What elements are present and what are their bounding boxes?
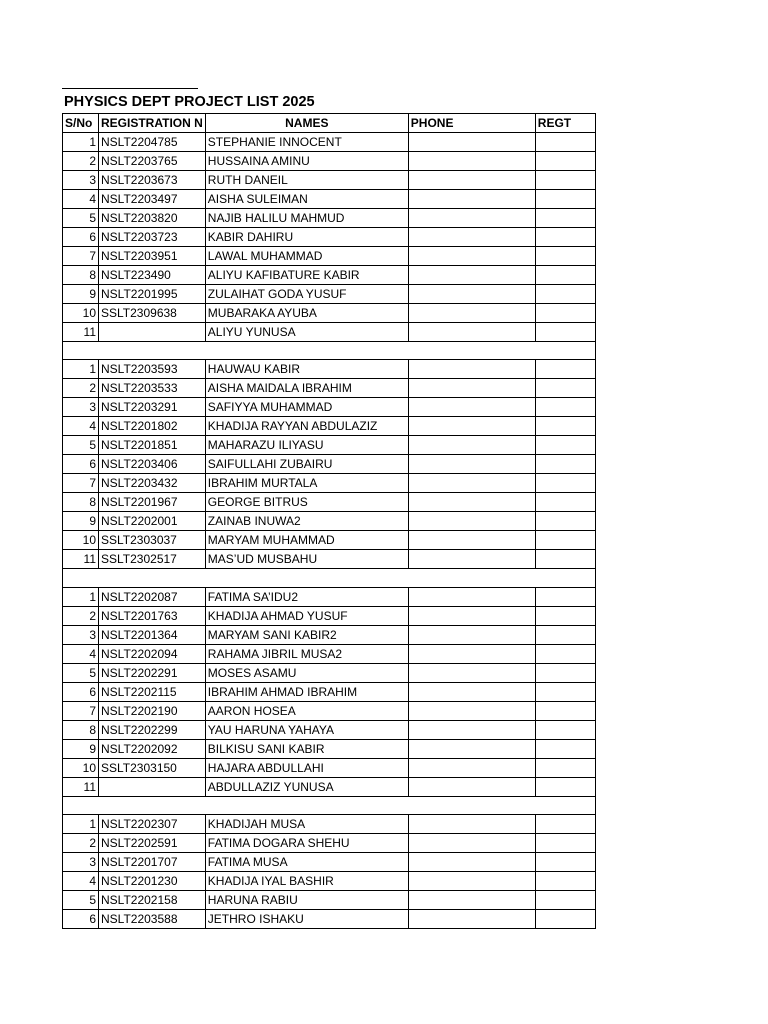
phone-cell: [408, 853, 535, 872]
registration-cell: NSLT2201707: [99, 853, 206, 872]
sn-cell: 7: [63, 474, 99, 493]
phone-cell: [408, 550, 535, 569]
table-row: [63, 872, 596, 891]
regt-cell: [535, 853, 595, 872]
name-cell: FATIMA SA’IDU2: [205, 587, 408, 606]
phone-cell: [408, 910, 535, 929]
name-cell: ZULAIHAT GODA YUSUF: [205, 285, 408, 304]
phone-cell: [408, 417, 535, 436]
name-cell: SAIFULLAHI ZUBAIRU: [205, 455, 408, 474]
registration-cell: NSLT2203673: [99, 171, 206, 190]
sn-cell: 9: [63, 285, 99, 304]
sn-cell: 6: [63, 910, 99, 929]
regt-cell: [535, 550, 595, 569]
table-row: [63, 360, 596, 379]
table-row: [63, 815, 596, 834]
sn-cell: 1: [63, 360, 99, 379]
name-cell: HAJARA ABDULLAHI: [205, 758, 408, 777]
phone-cell: [408, 872, 535, 891]
name-cell: KHADIJA IYAL BASHIR: [205, 872, 408, 891]
registration-cell: NSLT2203765: [99, 152, 206, 171]
name-cell: AISHA SULEIMAN: [205, 190, 408, 209]
empty-cell: [205, 796, 408, 814]
registration-cell: NSLT2203533: [99, 379, 206, 398]
sn-cell: 11: [63, 323, 99, 342]
name-cell: BILKISU SANI KABIR: [205, 739, 408, 758]
table-row: [63, 758, 596, 777]
empty-cell: [63, 796, 99, 814]
sn-cell: 3: [63, 853, 99, 872]
name-cell: STEPHANIE INNOCENT: [205, 133, 408, 152]
table-row: [63, 209, 596, 228]
empty-cell: [99, 796, 206, 814]
regt-cell: [535, 777, 595, 796]
regt-cell: [535, 398, 595, 417]
table-row: [63, 493, 596, 512]
table-row: [63, 739, 596, 758]
table-body: [63, 133, 596, 929]
phone-cell: [408, 512, 535, 531]
name-cell: JETHRO ISHAKU: [205, 910, 408, 929]
phone-cell: [408, 891, 535, 910]
regt-cell: [535, 682, 595, 701]
group-separator-row: [63, 569, 596, 587]
name-cell: KHADIJAH MUSA: [205, 815, 408, 834]
phone-cell: [408, 663, 535, 682]
name-cell: RUTH DANEIL: [205, 171, 408, 190]
regt-cell: [535, 834, 595, 853]
sn-cell: 7: [63, 247, 99, 266]
name-cell: MUBARAKA AYUBA: [205, 304, 408, 323]
table-row: [63, 720, 596, 739]
empty-cell: [408, 796, 535, 814]
table-row: [63, 474, 596, 493]
header-regt: REGT: [535, 114, 595, 133]
phone-cell: [408, 209, 535, 228]
phone-cell: [408, 531, 535, 550]
regt-cell: [535, 606, 595, 625]
sn-cell: 4: [63, 644, 99, 663]
regt-cell: [535, 512, 595, 531]
table-row: [63, 663, 596, 682]
regt-cell: [535, 474, 595, 493]
sn-cell: 5: [63, 209, 99, 228]
sn-cell: 2: [63, 152, 99, 171]
regt-cell: [535, 663, 595, 682]
sn-cell: 9: [63, 739, 99, 758]
regt-cell: [535, 304, 595, 323]
sn-cell: 2: [63, 606, 99, 625]
sn-cell: 1: [63, 133, 99, 152]
phone-cell: [408, 474, 535, 493]
table-row: [63, 304, 596, 323]
sn-cell: 4: [63, 190, 99, 209]
phone-cell: [408, 720, 535, 739]
regt-cell: [535, 493, 595, 512]
table-row: [63, 701, 596, 720]
regt-cell: [535, 152, 595, 171]
regt-cell: [535, 323, 595, 342]
table-row: [63, 891, 596, 910]
sn-cell: 10: [63, 758, 99, 777]
regt-cell: [535, 891, 595, 910]
name-cell: HUSSAINA AMINU: [205, 152, 408, 171]
header-names: NAMES: [205, 114, 408, 133]
table-row: [63, 531, 596, 550]
regt-cell: [535, 455, 595, 474]
registration-cell: NSLT2202291: [99, 663, 206, 682]
regt-cell: [535, 910, 595, 929]
table-row: [63, 379, 596, 398]
name-cell: ALIYU YUNUSA: [205, 323, 408, 342]
sn-cell: 3: [63, 398, 99, 417]
regt-cell: [535, 285, 595, 304]
phone-cell: [408, 152, 535, 171]
project-list-table: [62, 113, 596, 929]
regt-cell: [535, 531, 595, 550]
phone-cell: [408, 171, 535, 190]
table-row: [63, 455, 596, 474]
name-cell: FATIMA MUSA: [205, 853, 408, 872]
sn-cell: 8: [63, 266, 99, 285]
registration-cell: SSLT2303150: [99, 758, 206, 777]
table-row: [63, 190, 596, 209]
header-sn: S/No: [63, 114, 99, 133]
phone-cell: [408, 493, 535, 512]
table-row: [63, 133, 596, 152]
sn-cell: 11: [63, 777, 99, 796]
regt-cell: [535, 133, 595, 152]
regt-cell: [535, 417, 595, 436]
registration-cell: SSLT2309638: [99, 304, 206, 323]
name-cell: MARYAM SANI KABIR2: [205, 625, 408, 644]
sn-cell: 11: [63, 550, 99, 569]
sn-cell: 6: [63, 682, 99, 701]
registration-cell: NSLT2202190: [99, 701, 206, 720]
table-row: [63, 323, 596, 342]
sn-cell: 1: [63, 815, 99, 834]
table-row: [63, 171, 596, 190]
registration-cell: NSLT2201802: [99, 417, 206, 436]
name-cell: HAUWAU KABIR: [205, 360, 408, 379]
regt-cell: [535, 739, 595, 758]
sn-cell: 5: [63, 436, 99, 455]
name-cell: KABIR DAHIRU: [205, 228, 408, 247]
sn-cell: 6: [63, 228, 99, 247]
regt-cell: [535, 379, 595, 398]
phone-cell: [408, 398, 535, 417]
regt-cell: [535, 266, 595, 285]
phone-cell: [408, 739, 535, 758]
document-title: PHYSICS DEPT PROJECT LIST 2025: [64, 94, 315, 110]
empty-cell: [99, 569, 206, 587]
phone-cell: [408, 777, 535, 796]
phone-cell: [408, 379, 535, 398]
name-cell: ZAINAB INUWA2: [205, 512, 408, 531]
sn-cell: 4: [63, 417, 99, 436]
sn-cell: 1: [63, 587, 99, 606]
title-border: [62, 88, 198, 89]
phone-cell: [408, 304, 535, 323]
table-row: [63, 417, 596, 436]
phone-cell: [408, 834, 535, 853]
registration-cell: NSLT2204785: [99, 133, 206, 152]
registration-cell: NSLT2201763: [99, 606, 206, 625]
name-cell: KHADIJA AHMAD YUSUF: [205, 606, 408, 625]
table-row: [63, 152, 596, 171]
regt-cell: [535, 190, 595, 209]
name-cell: SAFIYYA MUHAMMAD: [205, 398, 408, 417]
registration-cell: NSLT2203432: [99, 474, 206, 493]
table-row: [63, 587, 596, 606]
phone-cell: [408, 133, 535, 152]
name-cell: GEORGE BITRUS: [205, 493, 408, 512]
table-row: [63, 910, 596, 929]
phone-cell: [408, 436, 535, 455]
phone-cell: [408, 247, 535, 266]
registration-cell: NSLT2203588: [99, 910, 206, 929]
table-row: [63, 834, 596, 853]
registration-cell: NSLT2201851: [99, 436, 206, 455]
table-row: [63, 285, 596, 304]
name-cell: MARYAM MUHAMMAD: [205, 531, 408, 550]
phone-cell: [408, 682, 535, 701]
regt-cell: [535, 587, 595, 606]
name-cell: ABDULLAZIZ YUNUSA: [205, 777, 408, 796]
registration-cell: NSLT2201995: [99, 285, 206, 304]
phone-cell: [408, 266, 535, 285]
registration-cell: [99, 323, 206, 342]
registration-cell: NSLT2202001: [99, 512, 206, 531]
name-cell: IBRAHIM MURTALA: [205, 474, 408, 493]
phone-cell: [408, 190, 535, 209]
phone-cell: [408, 701, 535, 720]
sn-cell: 9: [63, 512, 99, 531]
registration-cell: NSLT2201230: [99, 872, 206, 891]
phone-cell: [408, 606, 535, 625]
regt-cell: [535, 701, 595, 720]
header-phone: PHONE: [408, 114, 535, 133]
registration-cell: [99, 777, 206, 796]
table-row: [63, 247, 596, 266]
registration-cell: NSLT223490: [99, 266, 206, 285]
registration-cell: NSLT2203723: [99, 228, 206, 247]
regt-cell: [535, 209, 595, 228]
sn-cell: 2: [63, 379, 99, 398]
regt-cell: [535, 360, 595, 379]
sn-cell: 10: [63, 304, 99, 323]
phone-cell: [408, 360, 535, 379]
sn-cell: 7: [63, 701, 99, 720]
name-cell: ALIYU KAFIBATURE KABIR: [205, 266, 408, 285]
table-row: [63, 550, 596, 569]
regt-cell: [535, 872, 595, 891]
name-cell: KHADIJA RAYYAN ABDULAZIZ: [205, 417, 408, 436]
sn-cell: 3: [63, 625, 99, 644]
regt-cell: [535, 644, 595, 663]
empty-cell: [63, 342, 99, 360]
empty-cell: [99, 342, 206, 360]
registration-cell: SSLT2303037: [99, 531, 206, 550]
table-row: [63, 644, 596, 663]
regt-cell: [535, 247, 595, 266]
registration-cell: NSLT2203406: [99, 455, 206, 474]
table-row: [63, 682, 596, 701]
sn-cell: 3: [63, 171, 99, 190]
table-row: [63, 625, 596, 644]
phone-cell: [408, 625, 535, 644]
registration-cell: NSLT2202299: [99, 720, 206, 739]
name-cell: MOSES ASAMU: [205, 663, 408, 682]
regt-cell: [535, 758, 595, 777]
name-cell: HARUNA RABIU: [205, 891, 408, 910]
sn-cell: 5: [63, 663, 99, 682]
regt-cell: [535, 436, 595, 455]
sn-cell: 6: [63, 455, 99, 474]
registration-cell: NSLT2203291: [99, 398, 206, 417]
group-separator-row: [63, 796, 596, 814]
name-cell: RAHAMA JIBRIL MUSA2: [205, 644, 408, 663]
table-row: [63, 228, 596, 247]
registration-cell: NSLT2201967: [99, 493, 206, 512]
phone-cell: [408, 815, 535, 834]
table-row: [63, 777, 596, 796]
table-row: [63, 853, 596, 872]
name-cell: NAJIB HALILU MAHMUD: [205, 209, 408, 228]
empty-cell: [63, 569, 99, 587]
registration-cell: NSLT2203951: [99, 247, 206, 266]
regt-cell: [535, 625, 595, 644]
regt-cell: [535, 171, 595, 190]
phone-cell: [408, 587, 535, 606]
registration-cell: NSLT2202087: [99, 587, 206, 606]
table-row: [63, 512, 596, 531]
name-cell: FATIMA DOGARA SHEHU: [205, 834, 408, 853]
phone-cell: [408, 323, 535, 342]
registration-cell: NSLT2202591: [99, 834, 206, 853]
regt-cell: [535, 228, 595, 247]
regt-cell: [535, 815, 595, 834]
empty-cell: [408, 342, 535, 360]
table-row: [63, 266, 596, 285]
registration-cell: NSLT2202094: [99, 644, 206, 663]
registration-cell: SSLT2302517: [99, 550, 206, 569]
sn-cell: 4: [63, 872, 99, 891]
regt-cell: [535, 720, 595, 739]
registration-cell: NSLT2203820: [99, 209, 206, 228]
sn-cell: 10: [63, 531, 99, 550]
name-cell: IBRAHIM AHMAD IBRAHIM: [205, 682, 408, 701]
empty-cell: [535, 569, 595, 587]
table-row: [63, 606, 596, 625]
sn-cell: 5: [63, 891, 99, 910]
empty-cell: [408, 569, 535, 587]
group-separator-row: [63, 342, 596, 360]
name-cell: MAS’UD MUSBAHU: [205, 550, 408, 569]
table-row: [63, 398, 596, 417]
sn-cell: 8: [63, 720, 99, 739]
empty-cell: [205, 569, 408, 587]
registration-cell: NSLT2202158: [99, 891, 206, 910]
registration-cell: NSLT2203497: [99, 190, 206, 209]
registration-cell: NSLT2202115: [99, 682, 206, 701]
table-row: [63, 436, 596, 455]
sn-cell: 8: [63, 493, 99, 512]
registration-cell: NSLT2202307: [99, 815, 206, 834]
registration-cell: NSLT2203593: [99, 360, 206, 379]
phone-cell: [408, 758, 535, 777]
phone-cell: [408, 644, 535, 663]
header-row: [63, 114, 596, 133]
phone-cell: [408, 228, 535, 247]
name-cell: MAHARAZU ILIYASU: [205, 436, 408, 455]
phone-cell: [408, 285, 535, 304]
name-cell: LAWAL MUHAMMAD: [205, 247, 408, 266]
empty-cell: [535, 796, 595, 814]
registration-cell: NSLT2201364: [99, 625, 206, 644]
name-cell: AISHA MAIDALA IBRAHIM: [205, 379, 408, 398]
empty-cell: [535, 342, 595, 360]
phone-cell: [408, 455, 535, 474]
empty-cell: [205, 342, 408, 360]
name-cell: AARON HOSEA: [205, 701, 408, 720]
registration-cell: NSLT2202092: [99, 739, 206, 758]
header-registration: REGISTRATION N: [99, 114, 206, 133]
name-cell: YAU HARUNA YAHAYA: [205, 720, 408, 739]
sn-cell: 2: [63, 834, 99, 853]
